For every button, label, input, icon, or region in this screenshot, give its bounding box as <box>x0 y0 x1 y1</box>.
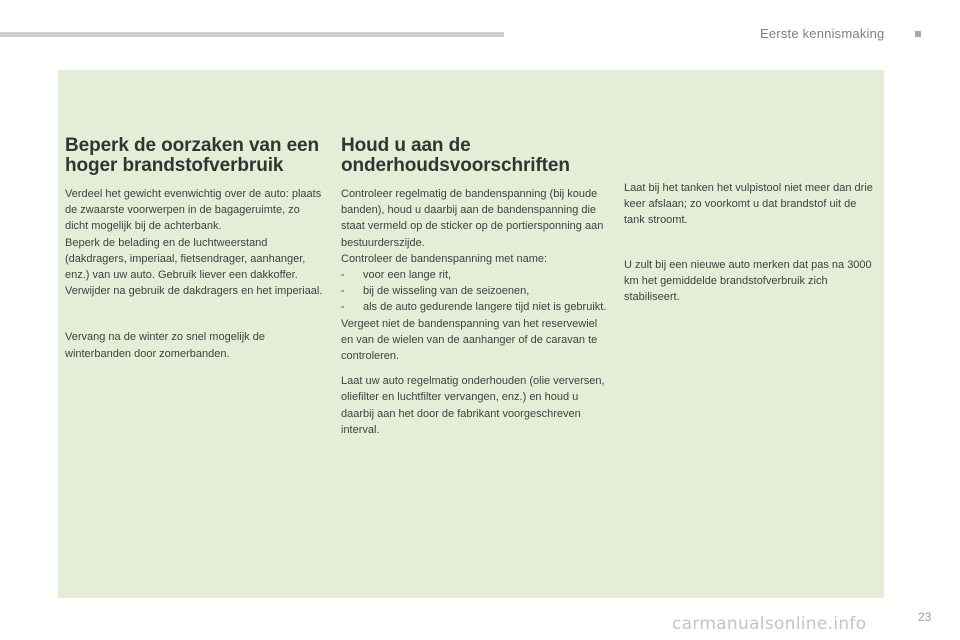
paragraph-spare-wheel: Vergeet niet de bandenspanning van het reservewiel en van de wielen van de aanhanger of de caravan te controleren. <box>341 317 598 363</box>
paragraph-new-car: U zult bij een nieuwe auto merken dat pas na 3000 km het gemiddelde brandstofverbruik zich stabiliseert. <box>624 258 872 304</box>
list-item: - voor een lange rit, <box>341 267 607 283</box>
list-item: - bij de wisseling van de seizoenen, <box>341 283 607 299</box>
watermark: carmanualsonline.info <box>672 614 867 634</box>
middle-column <box>341 136 607 438</box>
section-marker-icon <box>915 31 921 37</box>
paragraph-tyre-pressure: Controleer regelmatig de bandenspanning (bij koude banden), houd u daarbij aan de bandenspanning die staat vermeld op de sticker op de portiersponning aan bestuurderszijde. <box>341 188 604 249</box>
section-title: Eerste kennismaking <box>760 26 885 41</box>
paragraph-load: Beperk de belading en de luchtweerstand (dakdragers, imperiaal, fietsendrager, aanhanger, enz.) van uw auto. Gebruik liever een dakkoffer. <box>65 236 306 282</box>
page-number: 23 <box>918 610 932 624</box>
paragraph-tyres: Vervang na de winter zo snel mogelijk de winterbanden door zomerbanden. <box>65 331 265 360</box>
check-list <box>341 267 607 316</box>
list-item: - als de auto gedurende langere tijd niet is gebruikt. <box>341 299 607 315</box>
right-column <box>624 180 876 305</box>
paragraph-check-when: Controleer de bandenspanning met name: <box>341 252 548 265</box>
paragraph-refuelling: Laat bij het tanken het vulpistool niet meer dan drie keer afslaan; zo voorkomt u dat brandstof uit de tank stroomt. <box>624 182 873 227</box>
left-column <box>65 136 323 362</box>
paragraph-weight: Verdeel het gewicht evenwichtig over de auto: plaats de zwaarste voorwerpen in de bagageruimte, zo dicht mogelijk bij de achterbank. <box>65 188 322 233</box>
paragraph-roof-bars: Verwijder na gebruik de dakdragers en het imperiaal. <box>65 285 323 298</box>
paragraph-service: Laat uw auto regelmatig onderhouden (olie verversen, oliefilter en luchtfilter vervangen, enz.) en houd u daarbij aan het door de fabrikant voorgeschreven interval. <box>341 375 605 436</box>
heading-maintenance: Houd u aan de onderhoudsvoorschriften <box>341 135 570 176</box>
heading-fuel-consumption: Beperk de oorzaken van een hoger brandstofverbruik <box>65 135 320 176</box>
header-progress-bar <box>0 32 504 37</box>
